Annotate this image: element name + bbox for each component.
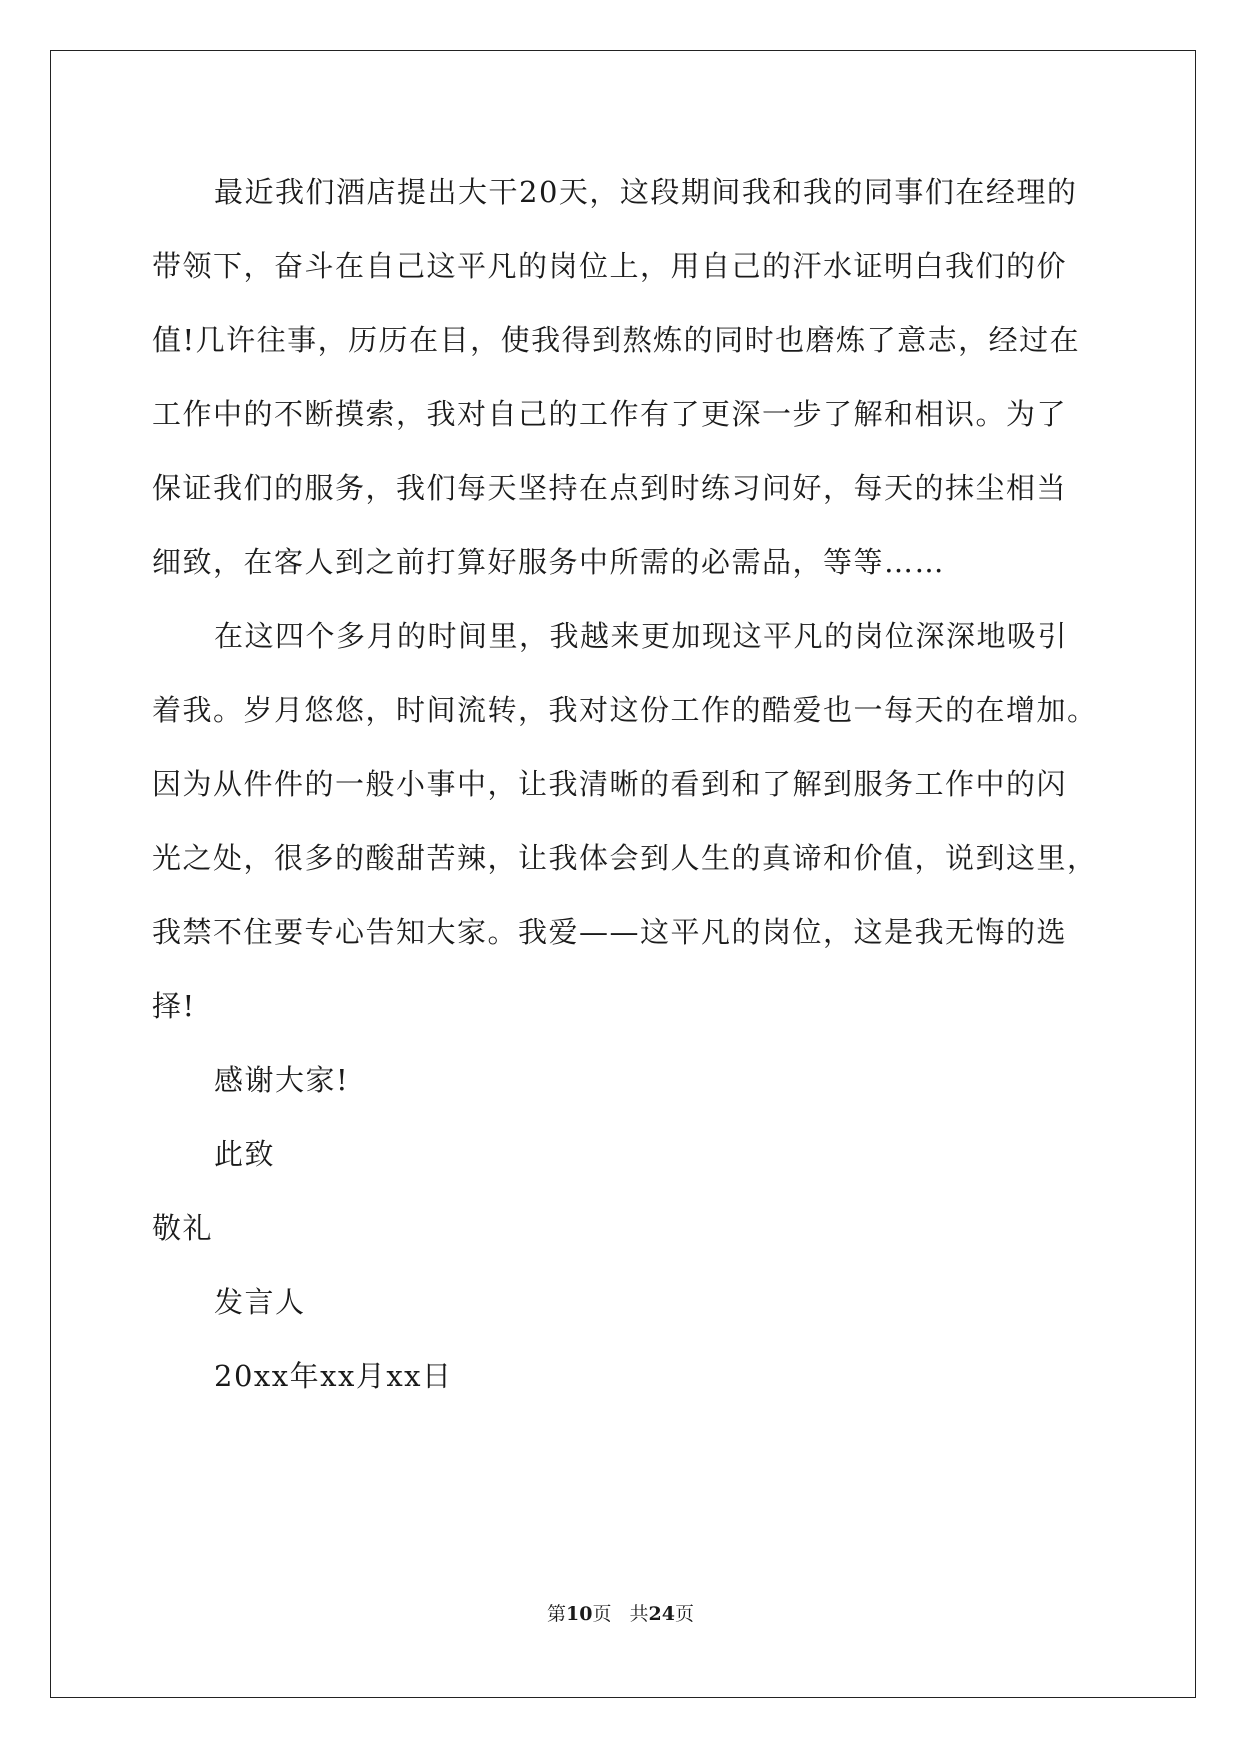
thanks-line: 感谢大家! — [214, 1063, 350, 1097]
paragraph-2-line-6: 择! — [152, 989, 196, 1023]
total-prefix: 共 — [629, 1603, 649, 1625]
paragraph-1-line-4: 工作中的不断摸索，我对自己的工作有了更深一步了解和相识。为了 — [152, 397, 1068, 431]
total-pages: 24 — [648, 1603, 675, 1625]
paragraph-1-line-2: 带领下，奋斗在自己这平凡的岗位上，用自己的汗水证明白我们的价 — [152, 249, 1068, 283]
salutation-line: 敬礼 — [152, 1211, 214, 1245]
date-line: 20xx年xx月xx日 — [214, 1359, 453, 1393]
page-prefix: 第 — [547, 1603, 567, 1625]
paragraph-2-line-4: 光之处，很多的酸甜苦辣，让我体会到人生的真谛和价值，说到这里， — [152, 841, 1098, 875]
total-suffix: 页 — [674, 1603, 694, 1625]
paragraph-1-line-1: 最近我们酒店提出大干20天，这段期间我和我的同事们在经理的 — [214, 175, 1078, 209]
paragraph-1-line-3: 值!几许往事，历历在目，使我得到熬炼的同时也磨炼了意志，经过在 — [152, 323, 1081, 357]
paragraph-2-line-3: 因为从件件的一般小事中，让我清晰的看到和了解到服务工作中的闪 — [152, 767, 1068, 801]
paragraph-2-line-1: 在这四个多月的时间里，我越来更加现这平凡的岗位深深地吸引 — [214, 619, 1069, 653]
paragraph-2-line-2: 着我。岁月悠悠，时间流转，我对这份工作的酷爱也一每天的在增加。 — [152, 693, 1098, 727]
page-footer — [0, 1600, 1241, 1628]
paragraph-2-line-5: 我禁不住要专心告知大家。我爱——这平凡的岗位，这是我无悔的选 — [152, 915, 1068, 949]
paragraph-1-line-5: 保证我们的服务，我们每天坚持在点到时练习问好，每天的抹尘相当 — [152, 471, 1068, 505]
closing-line: 此致 — [214, 1137, 276, 1171]
page-suffix: 页 — [592, 1603, 612, 1625]
page-number: 10 — [566, 1603, 593, 1625]
paragraph-1-line-6: 细致，在客人到之前打算好服务中所需的必需品，等等…… — [152, 545, 946, 579]
speaker-line: 发言人 — [214, 1285, 306, 1319]
